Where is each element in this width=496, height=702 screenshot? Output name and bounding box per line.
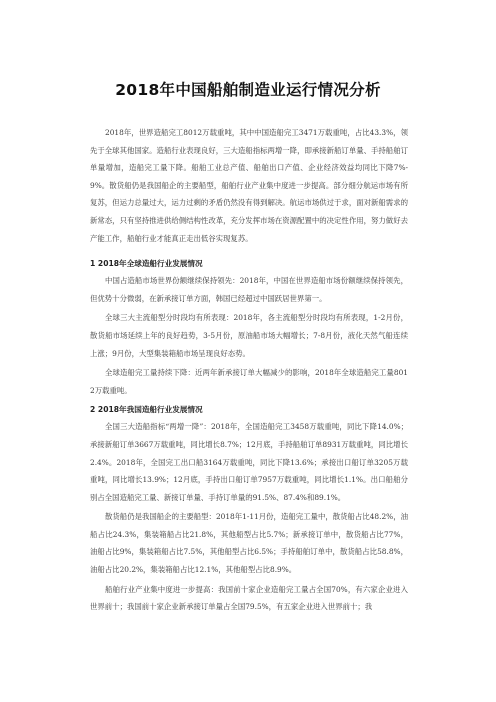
section2-paragraph-3: 船舶行业产业集中度进一步提高：我国前十家企业造船完工量占全国70%，有六家企业进入世界前十；我国前十家企业新承接订单量占全国79.5%，有五家企业进入世界前十；我 bbox=[90, 584, 408, 612]
section1-paragraph-2: 全球三大主流船型分时段均有所表现：2018年，各主流船型分时段均有所表现，1-2月份，散货船市场延续上年的良好趋势，3-5月份，原油船市场大幅增长；7-8月份，液化天然气船连续上涨；9月份，大型集装箱船市场呈现良好态势。 bbox=[90, 313, 408, 358]
section2-paragraph-2: 散货船仍是我国船企的主要船型：2018年1-11月份，造船完工量中，散货船占比48.2%，油船占比24.3%，集装箱船占比21.8%，其他船型占比5.7%；新承接订单中，散货船占比77%，油船占比9%，集装箱船占比7.5%，其他船型占比6.5%；手持船舶订单中，散货船占比58.8%，油船占比20.2%，集装箱船占比12.1%，其他船型占比8.9%。 bbox=[90, 512, 408, 575]
section1-heading: 1 2018年全球造船行业发展情况 bbox=[90, 259, 203, 269]
section1-paragraph-3: 全球造船完工量持续下降：近两年新承接订单大幅减少的影响，2018年全球造船完工量8012万载重吨。 bbox=[90, 368, 408, 395]
document-title: 2018年中国船舶制造业运行情况分析 bbox=[115, 81, 381, 99]
intro-paragraph: 2018年，世界造船完工8012万载重吨，其中中国造船完工3471万载重吨，占比43.3%，领先于全球其他国家。造船行业表现良好，三大造船指标两增一降，即承接新船订单量、手持船舶订单量增加，造船完工量下降。船舶工业总产值、船舶出口产值、企业经济效益均同比下降7%-9%。散货船仍是我国船企的主要船型，船舶行业产业集中度进一步提高。部分细分航运市场有所复苏，但运力总量过大，运力过剩的矛盾仍然没有得到解决。航运市场供过于求，面对新船需求的新常态，只有坚持推进供给侧结构性改革，充分发挥市场在资源配置中的决定性作用，努力做好去产能工作，船舶行业才能真正走出低谷实现复苏。 bbox=[90, 128, 408, 243]
section2-heading: 2 2018年我国造船行业发展情况 bbox=[90, 405, 203, 415]
section1-paragraph-1: 中国占造船市场世界份额继续保持领先：2018年，中国在世界造船市场份额继续保持领先，但优势十分微弱，在新承接订单方面，韩国已经超过中国跃居世界第一。 bbox=[90, 276, 408, 303]
section2-paragraph-1: 全国三大造船指标“两增一降”：2018年，全国造船完工3458万载重吨，同比下降14.0%；承接新船订单3667万载重吨，同比增长8.7%；12月底，手持船舶订单8931万载重吨，同比增长2.4%。2018年，全国完工出口船3164万载重吨，同比下降13.6%；承接出口船订单3205万载重吨，同比增长13.9%；12月底，手持出口船订单7957万载重吨，同比增长1.1%。出口船舶分别占全国造船完工量、新接订单量、手持订单量的91.5%、87.4%和89.1%。 bbox=[90, 422, 408, 502]
document-body bbox=[90, 124, 408, 618]
